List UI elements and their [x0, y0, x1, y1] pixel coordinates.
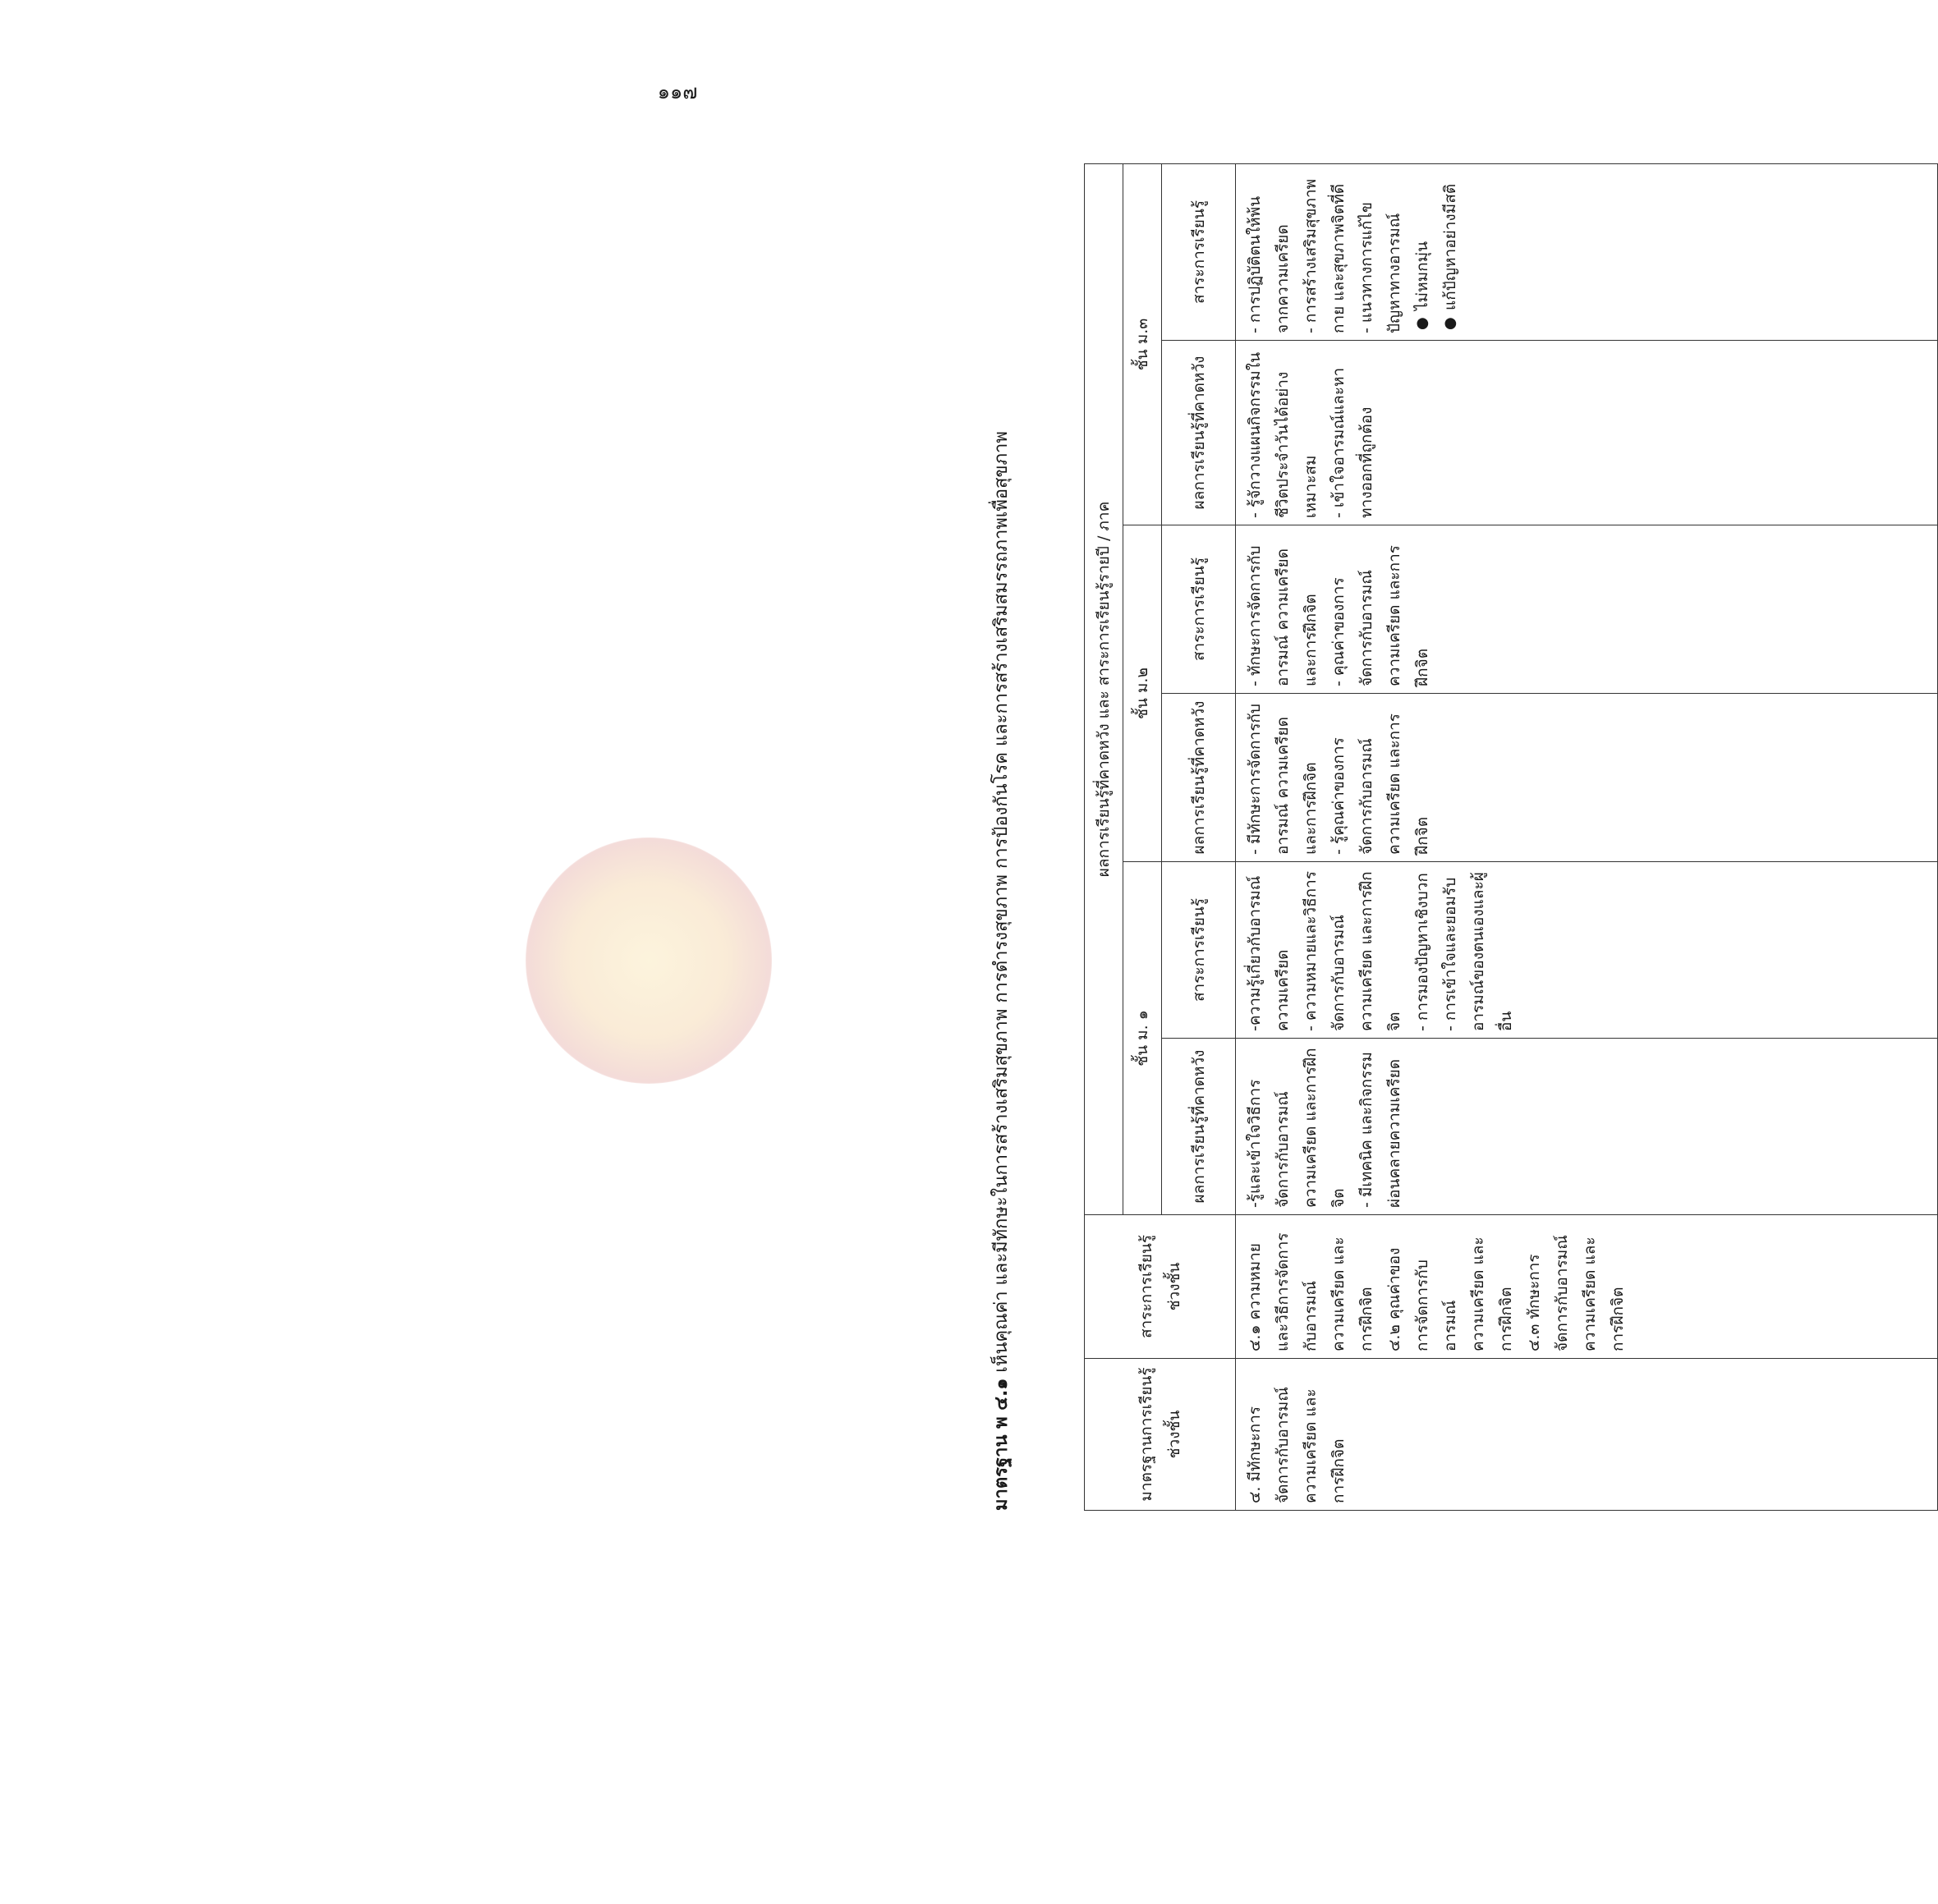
- m1-content-item: -ความรู้เกี่ยวกับอารมณ์ ความเครียด: [1246, 875, 1292, 1031]
- header-m3-outcome: ผลการเรียนรู้ที่คาดหวัง: [1162, 341, 1236, 525]
- header-m3-content: สาระการเรียนรู้: [1162, 163, 1236, 340]
- m3-outcome-item: - เข้าใจอารมณ์และหาทางออกที่ถูกต้อง: [1330, 367, 1375, 518]
- header-m3: ชั้น ม.๓: [1123, 163, 1162, 525]
- header-standard: มาตรฐานการเรียนรู้ช่วงชั้น: [1085, 1359, 1236, 1511]
- page-number: ๑๑๗: [657, 80, 698, 103]
- m1-outcome-item: -รู้และเข้าใจวิธีการจัดการกับอารมณ์ ความเครียด และการฝึกจิต: [1246, 1048, 1348, 1208]
- m3-bullet-item: ● แก้ปัญหาอย่างมีสติ: [1436, 171, 1464, 333]
- m2-outcome-item: - รู้คุณค่าของการจัดการกับอารมณ์ ความเครียด และการฝึกจิต: [1330, 713, 1431, 855]
- cell-m2-outcomes: [1236, 694, 1938, 862]
- header-range-content: สาระการเรียนรู้ช่วงชั้น: [1085, 1215, 1236, 1359]
- cell-m1-outcomes: [1236, 1039, 1938, 1215]
- m1-content-item: - การเข้าใจและยอมรับอารมณ์ของตนเองและผู้อื่น: [1441, 872, 1515, 1031]
- m3-outcome-item: - รู้จักวางแผนกิจกรรมในชีวิตประจำวันได้อย่างเหมาะสม: [1246, 351, 1320, 518]
- cell-m2-content: [1236, 525, 1938, 694]
- school-seal-watermark: [526, 837, 772, 1084]
- header-m1-outcome: ผลการเรียนรู้ที่คาดหวัง: [1162, 1039, 1236, 1215]
- curriculum-table: [1084, 163, 1938, 1511]
- m1-outcome-item: - มีเทคนิค และกิจกรรมผ่อนคลายความเครียด: [1357, 1051, 1403, 1208]
- header-m1-content: สาระการเรียนรู้: [1162, 862, 1236, 1039]
- document-title: [985, 164, 1018, 1511]
- standard-text: ๔. มีทักษะการจัดการกับอารมณ์ ความเครียด และการฝึกจิต: [1246, 1387, 1348, 1503]
- m1-content-item: - ความหมายและวิธีการจัดการกับอารมณ์ ความเครียด และการฝึกจิต: [1302, 870, 1403, 1031]
- m3-content-item: - การปฏิบัติตนให้พ้นจากความเครียด: [1246, 195, 1292, 333]
- cell-m3-content: [1236, 163, 1938, 340]
- cell-m1-content: [1236, 862, 1938, 1039]
- m2-content-item: - คุณค่าของการจัดการกับอารมณ์ ความเครียด และการฝึกจิต: [1330, 545, 1431, 686]
- header-m2: ชั้น ม.๒: [1123, 525, 1162, 862]
- cell-m3-outcomes: [1236, 341, 1938, 525]
- rotated-page-content: [991, 0, 1938, 1511]
- standard-code: มาตรฐาน พ ๔.๑: [991, 1378, 1012, 1511]
- cell-range-content: [1236, 1215, 1938, 1359]
- range-content-item: ๔.๑ ความหมาย และวิธีการจัดการกับอารมณ์ ความเครียด และการฝึกจิต: [1246, 1232, 1375, 1351]
- m3-bullet-item: ● ไม่หมกมุ่น: [1408, 171, 1436, 333]
- header-m2-outcome: ผลการเรียนรู้ที่คาดหวัง: [1162, 694, 1236, 862]
- m3-content-item: - การสร้างเสริมสุขภาพกาย และสุขภาพจิตที่ดี: [1302, 178, 1348, 333]
- header-group: ผลการเรียนรู้ที่คาดหวัง และ สาระการเรียนรู้รายปี / ภาค: [1085, 163, 1123, 1214]
- standard-description: เห็นคุณค่า และมีทักษะในการสร้างเสริมสุขภาพ การดำรงสุขภาพ การป้องกันโรค และการสร้างเสริมสมรรถภาพเพื่อสุขภาพ: [991, 431, 1012, 1373]
- m2-outcome-item: - มีทักษะการจัดการกับอารมณ์ ความเครียดและการฝึกจิต: [1246, 704, 1320, 855]
- header-m2-content: สาระการเรียนรู้: [1162, 525, 1236, 694]
- m2-content-item: - ทักษะการจัดการกับอารมณ์ ความเครียด และการฝึกจิต: [1246, 545, 1320, 686]
- range-content-item: ๔.๓ ทักษะการจัดการกับอารมณ์ ความเครียด และการฝึกจิต: [1525, 1235, 1627, 1351]
- m3-content-item: - แนวทางการแก้ไขปัญหาทางอารมณ์: [1357, 202, 1403, 333]
- range-content-item: ๔.๒ คุณค่าของการจัดการกับอารมณ์ ความเครียด และการฝึกจิต: [1385, 1236, 1515, 1351]
- cell-standard: [1236, 1359, 1938, 1511]
- m1-content-item: - การมองปัญหาเชิงบวก: [1413, 873, 1431, 1031]
- header-m1: ชั้น ม. ๑: [1123, 862, 1162, 1215]
